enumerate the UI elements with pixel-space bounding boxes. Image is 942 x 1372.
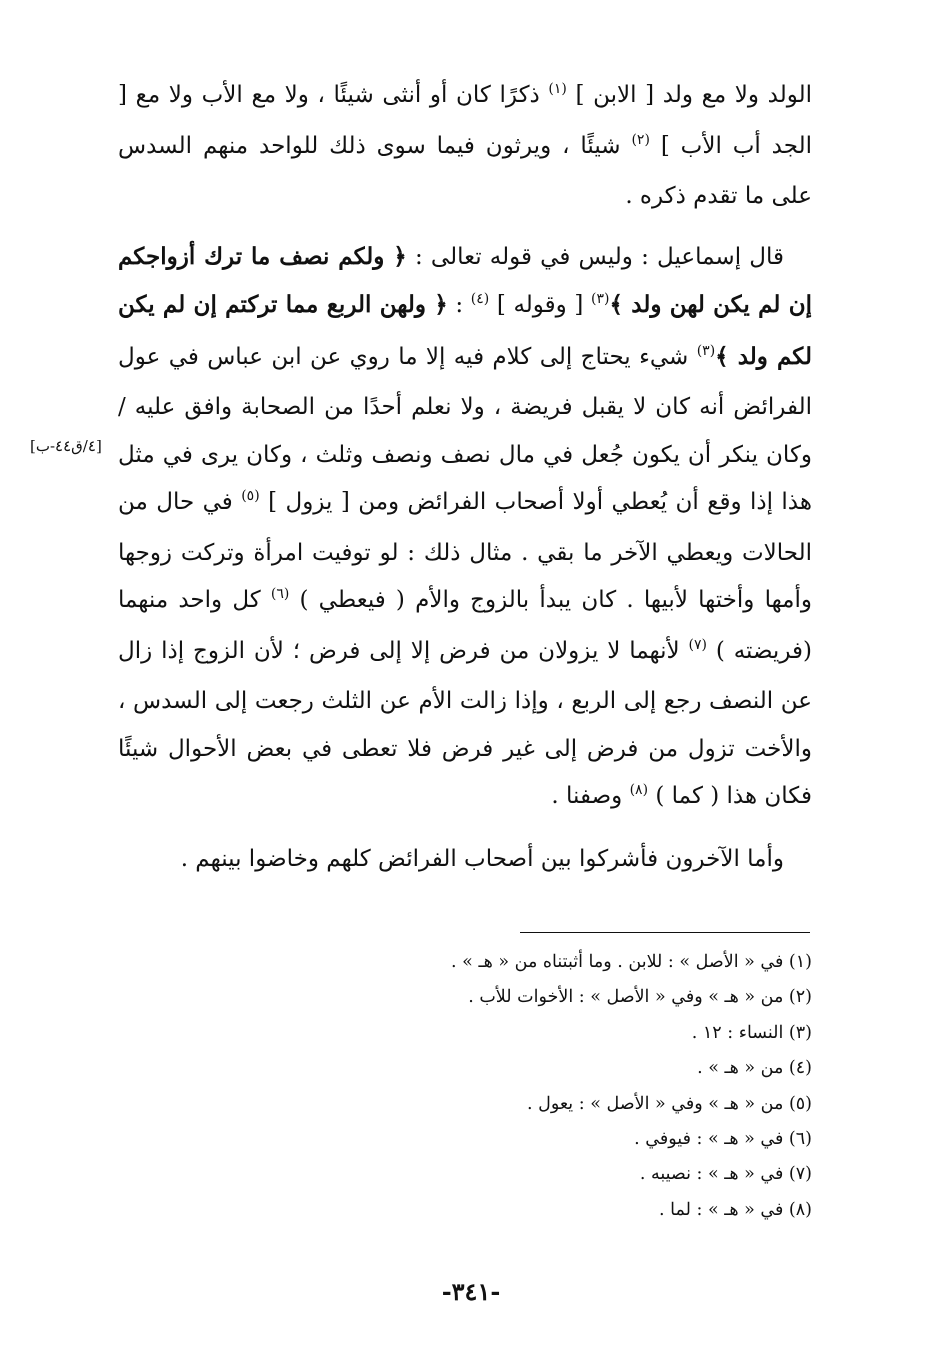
quran-quote: ﴿ ولكم نصف ما ترك أزواجكم إن لم يكن لهن ولد ﴾ (118, 242, 813, 318)
text-run: شيئًا ، ويرثون فيما سوى ذلك للواحد منهم السدس على ما تقدم ذكره . (118, 132, 812, 209)
manuscript-folio-marker: [٤/ق٤٤-ب] (30, 437, 102, 455)
text-run: وصفنا . (551, 783, 630, 809)
text-run: في حال من الحالات ويعطي الآخر ما بقي . مثال ذلك : لو توفيت امرأة وتركت زوجها وأمها وأختها لأبيها . كان يبدأ بالزوج والأم ( فيعطي ) (118, 489, 812, 613)
main-text (118, 72, 812, 883)
footnote-ref: (٨) (629, 782, 649, 798)
footnote: (٢) من « هـ » وفي « الأصل » : الأخوات للأب . (468, 987, 812, 1008)
text-run: ذكرًا كان أو أنثى شيئًا ، ولا مع الأب ولا مع [ الجد أب الأب ] (118, 82, 812, 159)
paragraph-2 (118, 233, 812, 824)
footnote-ref: (٣) (590, 291, 610, 307)
text-run: قال إسماعيل : وليس في قوله تعالى : (406, 243, 784, 270)
footnote: (٧) في « هـ » : نصيبه . (639, 1164, 812, 1185)
quran-quote: ﴿ ولهن الربع مما تركتم إن لم يكن لكم ولد ﴾ (118, 291, 812, 370)
text-run: [ وقوله ] (489, 292, 591, 318)
footnote: (٤) من « هـ » . (697, 1058, 812, 1079)
footnote-ref: (٣) (696, 342, 716, 359)
footnote-ref: (٢) (631, 131, 650, 148)
footnote-ref: (٤) (470, 291, 490, 307)
footnote-ref: (٥) (241, 488, 260, 504)
footnotes-list (252, 945, 812, 1228)
footnote-ref: (١) (548, 81, 567, 97)
footnote: (٨) في « هـ » : لما . (659, 1199, 812, 1220)
footnote: (١) في « الأصل » : للابن . وما أثبتناه من « هـ » . (451, 952, 812, 972)
text-run: : (447, 292, 471, 318)
footnote: (٥) من « هـ » وفي « الأصل » : يعول . (526, 1093, 812, 1114)
text-run: لأنهما لا يزولان من فرض إلا إلى فرض ؛ لأن الزوج إذا زال عن النصف رجع إلى الربع ، وإذا زالت الأم عن الثلث رجعت إلى السدس ، والأخت تزول من فرض إلى غير فرض فلا تعطى في بعض الأحوال شيئًا فكان هذا ( كما ) (118, 637, 812, 809)
text-run: وأما الآخرون فأشركوا بين أصحاب الفرائض كلهم وخاضوا بينهم . (180, 845, 784, 872)
footnote-ref: (٧) (688, 636, 707, 653)
footnote: (٣) النساء : ١٢ . (691, 1022, 812, 1043)
footnote: (٦) في « هـ » : فيوفي . (634, 1129, 812, 1150)
text-run: كل واحد منهما (فريضته ) (118, 587, 812, 664)
footnote-ref: (٦) (270, 586, 290, 602)
text-run: شيء يحتاج إلى كلام فيه إلا ما روي عن ابن عباس في عول الفرائض أنه كان لا يقبل فريضة ، ولا نعلم أحدًا من الصحابة وافق عليه / وكان ينكر أن يكون جُعل في مال نصف ونصف وثلث ، وكان يرى في مثل هذا إذا وقع أن يُعطي أولا أصحاب الفرائض ومن [ يزول ] (118, 343, 813, 515)
paragraph-1 (118, 72, 812, 221)
text-run: الولد ولا مع ولد [ الابن ] (566, 82, 812, 108)
paragraph-3 (118, 836, 812, 884)
footnote-separator (520, 932, 810, 933)
page-number: -٣٤١- (441, 1277, 501, 1306)
